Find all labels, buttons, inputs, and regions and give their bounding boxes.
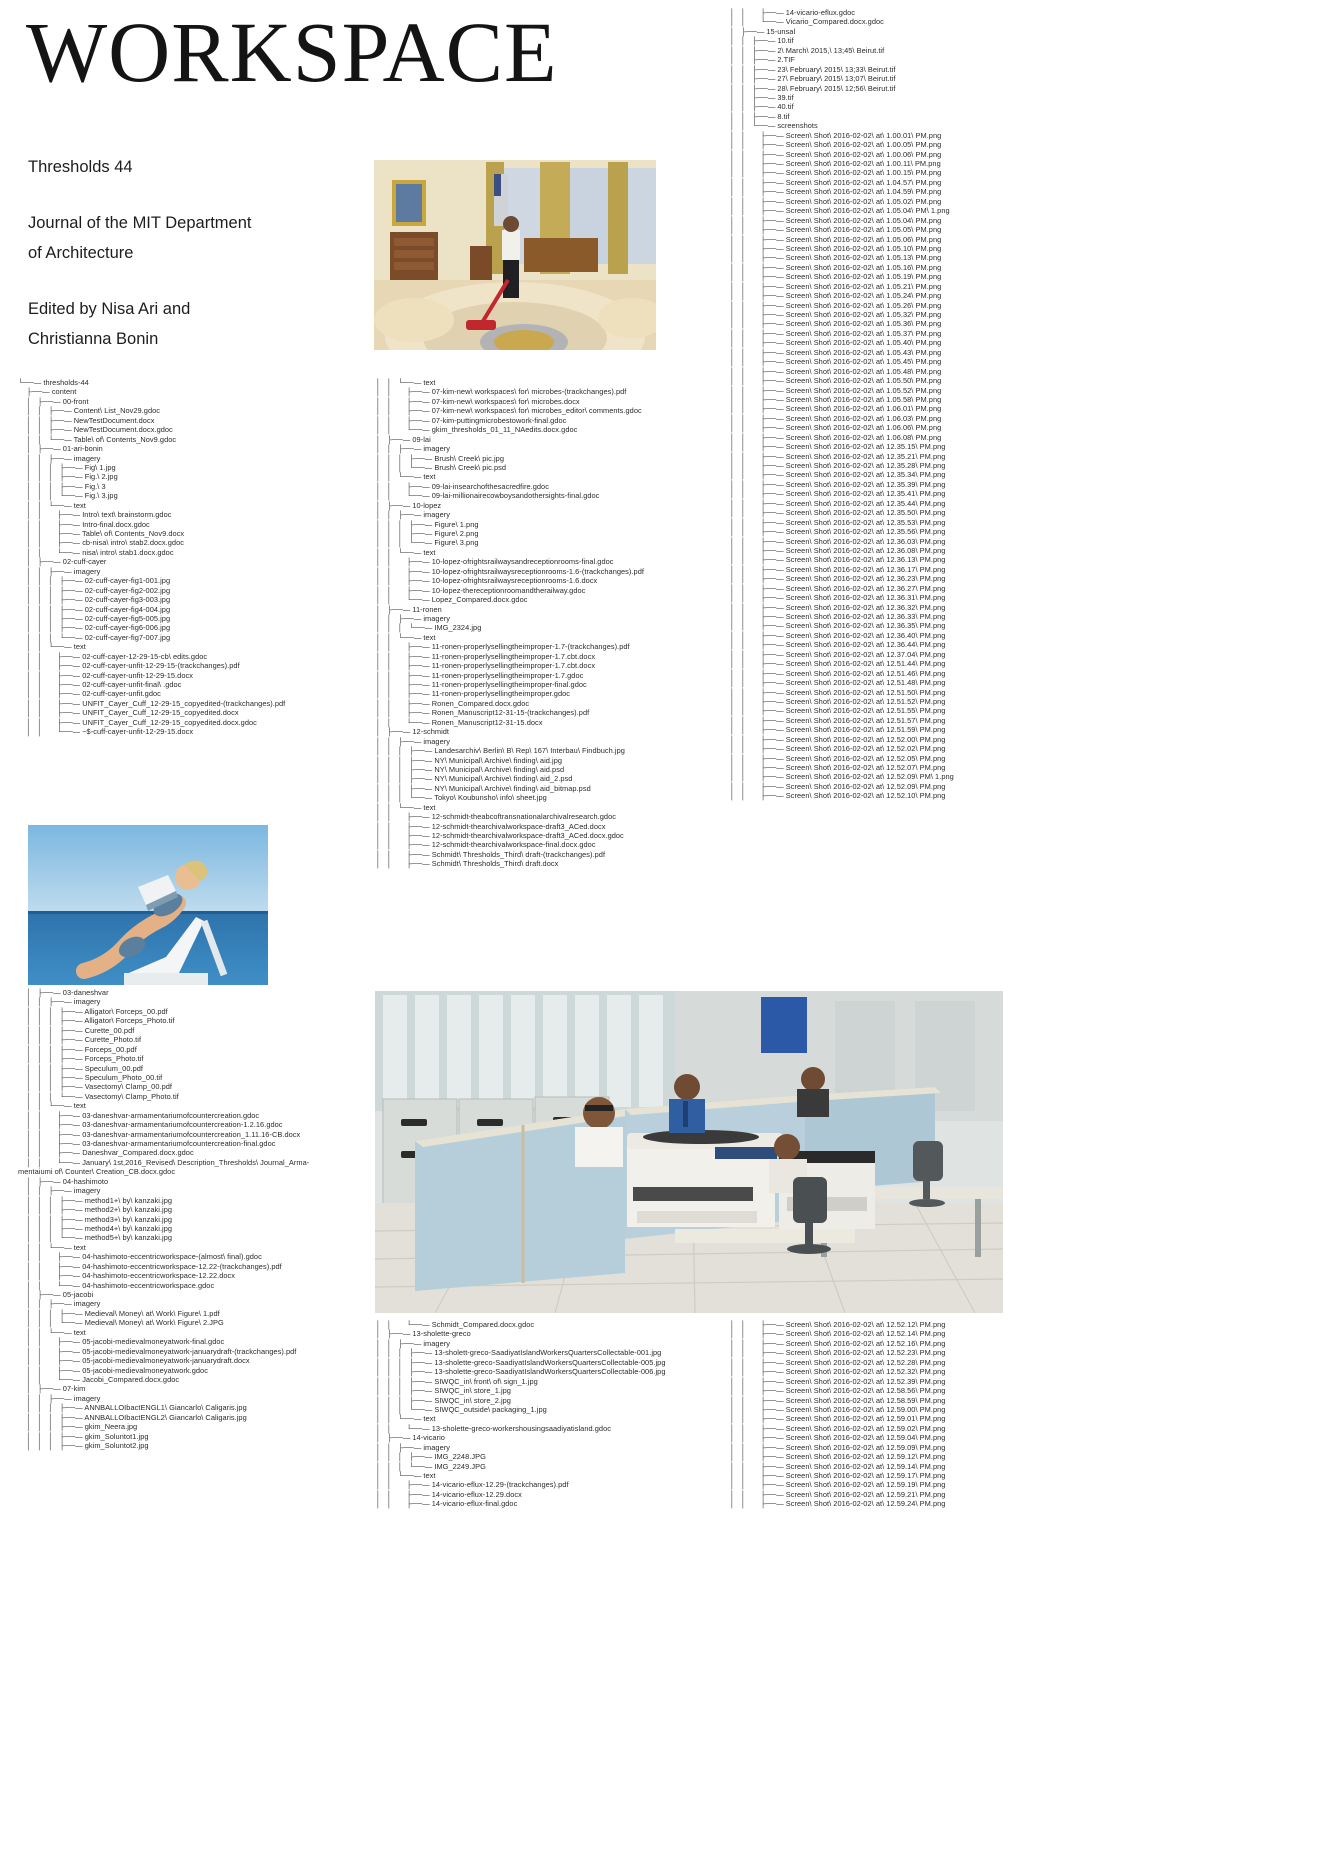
file-tree-row: │ │ └──— Table\ of\ Contents_Nov9.gdoc [18,434,177,444]
file-tree-row: │ │ ├──— 2.TIF [730,55,795,65]
file-tree-row: │ │ ├──— 10-lopez-ofrightsrailwaysandreceptionrooms-final.gdoc [376,557,614,567]
file-tree-row: │ │ ├──— 02-cuff-cayer-unfit-12-29-15-(trackchanges).pdf [18,661,240,671]
file-tree-row: │ │ ├──— 04-hashimoto-eccentricworkspace-(almost\ final).gdoc [18,1252,262,1262]
issue-number: Thresholds 44 [28,158,133,176]
file-tree-row: │ │ ├──— imagery [376,444,450,454]
file-tree-row: └──— thresholds-44 [18,378,89,387]
file-tree-row: │ │ ├──— Screen\ Shot\ 2016-02-02\ at\ 12.35.53\ PM.png [730,517,946,527]
file-tree-row: │ │ ├──— 04-hashimoto-eccentricworkspace-12.22.docx [18,1271,236,1281]
file-tree-row: │ │ ├──— 11-ronen-properlysellingtheimproper-1.7.cbt.docx [376,651,596,661]
file-tree-row: │ │ ├──— 05-jacobi-medievalmoneyatwork.gdoc [18,1365,208,1375]
file-tree-row: │ │ │ ├──— gkim_Soluntot2.jpg [18,1441,149,1450]
file-tree-row: │ │ ├──— Content\ List_Nov29.gdoc [18,406,161,416]
file-tree-row: │ │ ├──— UNFIT_Cayer_Cuff_12-29-15_copyedited.docx [18,708,239,718]
file-tree-row: │ │ │ ├──— Speculum_00.pdf [18,1063,144,1073]
file-tree-row: │ │ ├──— Screen\ Shot\ 2016-02-02\ at\ 12.36.23\ PM.png [730,574,946,584]
file-tree-row: │ │ ├──— 11-ronen-properlysellingtheimproper.gdoc [376,689,571,699]
file-tree-row: │ │ ├──— imagery [376,1338,450,1348]
file-tree-row: │ │ └──— text [18,1242,86,1252]
file-tree-row: │ │ ├──— Screen\ Shot\ 2016-02-02\ at\ 12.51.55\ PM.png [730,706,946,716]
file-tree-row: │ │ ├──— Ronen_Manuscript12-31-15-(trackchanges).pdf [376,708,590,718]
file-tree-row: │ │ ├──— Intro-final.docx.gdoc [18,519,150,529]
file-tree-column-right-part1 [730,8,1060,801]
file-tree-row: │ │ ├──— 14-vicario-eflux-12.29.docx [376,1489,522,1499]
file-tree-row: │ │ │ ├──— Speculum_Photo_00.tif [18,1072,163,1082]
file-tree-row: │ │ ├──— Screen\ Shot\ 2016-02-02\ at\ 12.36.33\ PM.png [730,612,946,621]
file-tree-row: │ │ ├──— 09-lai-insearchofthesacredfire.gdoc [376,481,549,491]
file-tree-row: │ │ │ ├──— 02-cuff-cayer-fig3-003.jpg [18,595,171,605]
file-tree-row: │ │ └──— text [376,472,436,482]
file-tree-row: │ ├──— 15-unsal [730,26,796,36]
file-tree-row: │ │ ├──— Screen\ Shot\ 2016-02-02\ at\ 1.05.04\ PM\ 1.png [730,206,950,216]
office-cubicles-copier-photo [375,991,1003,1313]
file-tree-row: │ │ │ ├──— Landesarchiv\ Berlin\ B\ Rep\ 167\ Interbau\ Findbuch.jpg [376,746,625,756]
file-tree-row: │ │ ├──— imagery [18,1393,101,1403]
file-tree-row: │ ├──— 12-schmidt [376,727,450,737]
file-tree-row: │ │ ├──— imagery [18,1299,101,1309]
file-tree-row: │ │ ├──— 10-lopez-ofrightsrailwaysreceptionrooms-1.6.docx [376,576,598,586]
file-tree-row: │ │ ├──— Screen\ Shot\ 2016-02-02\ at\ 12.59.21\ PM.png [730,1489,946,1499]
file-tree-row: │ │ ├──— 03-daneshvar-armamentariumofcountercreation-1.2.16.gdoc [18,1120,283,1130]
file-tree-row: │ │ ├──— Screen\ Shot\ 2016-02-02\ at\ 12.52.07\ PM.png [730,763,946,772]
file-tree-row: │ │ ├──— Screen\ Shot\ 2016-02-02\ at\ 12.36.08\ PM.png [730,545,946,555]
file-tree-row: │ │ ├──— Screen\ Shot\ 2016-02-02\ at\ 12.52.09\ PM.png [730,781,946,791]
file-tree-row: │ │ │ ├──— NY\ Municipal\ Archive\ finding\ aid_2.psd [376,774,573,784]
file-tree-row: │ │ ├──— Ronen_Compared.docx.gdoc [376,698,530,708]
file-tree-row: │ │ ├──— Screen\ Shot\ 2016-02-02\ at\ 12.37.04\ PM.png [730,649,946,659]
file-tree-row: │ │ ├──— Screen\ Shot\ 2016-02-02\ at\ 12.59.09\ PM.png [730,1442,946,1452]
file-tree-row: │ │ ├──— Screen\ Shot\ 2016-02-02\ at\ 12.35.50\ PM.png [730,508,946,518]
file-tree-row: │ │ ├──— Screen\ Shot\ 2016-02-02\ at\ 1.00.06\ PM.png [730,149,942,159]
file-tree-row: │ │ ├──— Screen\ Shot\ 2016-02-02\ at\ 12.58.56\ PM.png [730,1386,946,1396]
file-tree-row: │ │ ├──— NewTestDocument.docx [18,415,155,425]
file-tree-row: │ │ ├──— 03-daneshvar-armamentariumofcountercreation.gdoc [18,1110,260,1120]
file-tree-row: │ ├──— 04-hashimoto [18,1176,109,1186]
file-tree-row: │ │ ├──— Screen\ Shot\ 2016-02-02\ at\ 12.59.17\ PM.png [730,1471,946,1480]
file-tree-row: │ │ │ ├──— Figure\ 1.png [376,519,479,529]
file-tree-row: │ │ ├──— Screen\ Shot\ 2016-02-02\ at\ 1.05.52\ PM.png [730,385,942,395]
file-tree-row: │ │ ├──— Screen\ Shot\ 2016-02-02\ at\ 1.04.57\ PM.png [730,177,942,187]
file-tree-row: │ │ ├──— Schmidt\ Thresholds_Third\ draft.docx [376,859,559,869]
file-tree-row: │ │ ├──— Screen\ Shot\ 2016-02-02\ at\ 1.04.59\ PM.png [730,187,942,197]
file-tree-column-left-part1 [18,378,378,737]
file-tree-row: │ │ ├──— 07-kim-new\ workspaces\ for\ microbes.docx [376,396,580,406]
file-tree-row: │ │ ├──— 02-cuff-cayer-unfit-12-29-15.docx [18,670,193,680]
file-tree-row: │ │ │ └──— Brush\ Creek\ pic.psd [376,462,507,472]
file-tree-row: │ │ ├──— Screen\ Shot\ 2016-02-02\ at\ 1.06.01\ PM.png [730,404,942,414]
file-tree-row: │ │ │ ├──— ANNBALLOIbactENGL2\ Giancarlo\ Caligaris.jpg [18,1412,247,1422]
file-tree-row: │ ├──— 09-lai [376,434,431,444]
file-tree-row: │ │ ├──— 04-hashimoto-eccentricworkspace-12.22-(trackchanges).pdf [18,1261,282,1271]
file-tree-row: │ │ ├──— 11-ronen-properlysellingtheimproper-final.gdoc [376,680,587,689]
file-tree-row: │ │ │ ├──— NY\ Municipal\ Archive\ finding\ aid_bitmap.psd [376,783,591,793]
file-tree-row: │ │ ├──— Screen\ Shot\ 2016-02-02\ at\ 12.36.03\ PM.png [730,536,946,546]
file-tree-row: │ ├──— 07-kim [18,1384,86,1394]
file-tree-row: │ │ ├──— 10-lopez-ofrightsrailwaysreceptionrooms-1.6-(trackchanges).pdf [376,566,644,576]
file-tree-row: │ │ └──— 13-sholette-greco-workershousingsaadiyatisland.gdoc [376,1423,611,1433]
file-tree-row: │ │ │ ├──— NY\ Municipal\ Archive\ finding\ aid.psd [376,764,565,774]
file-tree-row: │ │ ├──— Screen\ Shot\ 2016-02-02\ at\ 12.36.32\ PM.png [730,602,946,612]
file-tree-row: │ │ │ └──— IMG_2324.jpg [376,623,482,633]
file-tree-row: │ │ ├──— Screen\ Shot\ 2016-02-02\ at\ 12.35.34\ PM.png [730,470,946,480]
page-title: WORKSPACE [26,4,558,100]
file-tree-row: │ │ ├──— imagery [18,1186,101,1196]
file-tree-column-middle-part1 [376,378,736,869]
journal-name-line2: of Architecture [28,244,134,262]
file-tree-row: │ │ ├──— Screen\ Shot\ 2016-02-02\ at\ 12.51.52\ PM.png [730,696,946,706]
file-tree-row: │ │ │ ├──— SIWQC_in\ front\ of\ sign_1.jpg [376,1376,538,1386]
oval-office-vacuuming-photo [374,160,656,350]
file-tree-row: │ │ │ └──— 02-cuff-cayer-fig7-007.jpg [18,632,171,642]
file-tree-row: │ │ ├──— 11-ronen-properlysellingtheimproper-1.7.cbt.docx [376,661,596,671]
file-tree-row: │ │ ├──— Screen\ Shot\ 2016-02-02\ at\ 12.52.09\ PM\ 1.png [730,772,954,782]
file-tree-row: │ │ ├──— Screen\ Shot\ 2016-02-02\ at\ 1.05.36\ PM.png [730,319,942,329]
file-tree-row: │ │ ├──— Screen\ Shot\ 2016-02-02\ at\ 12.36.27\ PM.png [730,583,946,593]
file-tree-row: │ │ ├──— Screen\ Shot\ 2016-02-02\ at\ 12.36.35\ PM.png [730,621,946,631]
file-tree-row: │ │ ├──— imagery [376,510,450,520]
file-tree-row: │ │ ├──— Screen\ Shot\ 2016-02-02\ at\ 1.05.21\ PM.png [730,281,942,291]
file-tree-row: │ │ ├──— Screen\ Shot\ 2016-02-02\ at\ 1.05.16\ PM.png [730,262,942,272]
file-tree-row: │ │ ├──— imagery [376,613,450,623]
file-tree-row: │ │ ├──— Screen\ Shot\ 2016-02-02\ at\ 12.36.44\ PM.png [730,640,946,650]
file-tree-row: │ │ └──— January\ 1st,2016_Revised\ Description_Thresholds\ Journal_Arma- [18,1157,310,1167]
issue-info-block [28,152,358,354]
file-tree-row: │ │ └──— ~$-cuff-cayer-unfit-12-29-15.docx [18,727,194,737]
file-tree-row: │ │ ├──— Screen\ Shot\ 2016-02-02\ at\ 12.36.31\ PM.png [730,593,946,603]
file-tree-row: │ │ ├──— Screen\ Shot\ 2016-02-02\ at\ 12.59.14\ PM.png [730,1461,946,1471]
file-tree-row: │ │ ├──— 28\ February\ 2015\ 12;56\ Beirut.tif [730,83,896,93]
file-tree-row: │ │ ├──— Screen\ Shot\ 2016-02-02\ at\ 12.52.05\ PM.png [730,753,946,763]
file-tree-row: │ │ ├──— 11-ronen-properlysellingtheimproper-1.7-(trackchanges).pdf [376,642,630,652]
file-tree-row: │ │ ├──— Screen\ Shot\ 2016-02-02\ at\ 1.05.13\ PM.png [730,253,942,263]
file-tree-row: │ │ ├──— Screen\ Shot\ 2016-02-02\ at\ 1.05.26\ PM.png [730,300,942,310]
file-tree-row: │ │ ├──— Screen\ Shot\ 2016-02-02\ at\ 1.05.06\ PM.png [730,234,942,244]
file-tree-row: │ │ ├──— Screen\ Shot\ 2016-02-02\ at\ 1.05.10\ PM.png [730,243,942,253]
file-tree-row: │ ├──— 10-lopez [376,500,442,510]
file-tree-row: │ │ │ ├──— 02-cuff-cayer-fig5-005.jpg [18,613,171,623]
file-tree-row: │ │ │ ├──— Curette_00.pdf [18,1025,135,1035]
file-tree-row: │ │ └──— text [18,1101,86,1111]
file-tree-row: │ │ ├──— Screen\ Shot\ 2016-02-02\ at\ 12.59.02\ PM.png [730,1423,946,1433]
file-tree-row: │ │ │ ├──— gkim_Neera.jpg [18,1422,138,1432]
file-tree-row: │ │ └──— 04-hashimoto-eccentricworkspace.gdoc [18,1280,215,1290]
file-tree-row: │ │ ├──— Screen\ Shot\ 2016-02-02\ at\ 12.52.28\ PM.png [730,1357,946,1367]
file-tree-row: │ │ ├──— Screen\ Shot\ 2016-02-02\ at\ 12.35.44\ PM.png [730,498,946,508]
file-tree-row: │ │ ├──— 14-vicario-eflux.gdoc [730,8,856,17]
file-tree-row: │ │ ├──— 39.tif [730,92,794,102]
file-tree-row: │ │ ├──— 10.tif [730,36,794,46]
issue-number-group [28,152,358,182]
file-tree-row: │ │ │ ├──— method3+\ by\ kanzaki.jpg [18,1214,173,1224]
file-tree-row: │ │ ├──— Screen\ Shot\ 2016-02-02\ at\ 12.35.41\ PM.png [730,489,946,499]
editors-group [28,294,358,354]
file-tree-row: │ │ ├──— Screen\ Shot\ 2016-02-02\ at\ 12.52.39\ PM.png [730,1376,946,1386]
file-tree-row: │ │ ├──— Screen\ Shot\ 2016-02-02\ at\ 1.05.48\ PM.png [730,366,942,376]
file-tree-row: │ │ │ ├──— 13-sholett-greco-SaadiyatIslandWorkersQuartersCollectable-001.jpg [376,1348,662,1358]
file-tree-row: │ │ ├──— Screen\ Shot\ 2016-02-02\ at\ 12.52.02\ PM.png [730,744,946,754]
file-tree-row: │ │ ├──— 11-ronen-properlysellingtheimproper-1.7.gdoc [376,670,584,680]
file-tree-row: │ ├──— 05-jacobi [18,1290,94,1299]
file-tree-row: │ │ ├──— 07-kim-new\ workspaces\ for\ microbes_editor\ comments.gdoc [376,406,642,416]
file-tree-row: │ │ └──— 09-lai-millionairecowboysandothersights-final.gdoc [376,491,600,501]
file-tree-row: │ ├──— 00-front [18,396,89,406]
file-tree-row: │ │ ├──— 10-lopez-thereceptionroomandtherailway.gdoc [376,585,586,595]
file-tree-row: mentaiumi of\ Counter\ Creation_CB.docx.gdoc [18,1167,176,1177]
file-tree-row: │ │ ├──— Screen\ Shot\ 2016-02-02\ at\ 12.58.59\ PM.png [730,1395,946,1405]
file-tree-row: │ │ ├──— Screen\ Shot\ 2016-02-02\ at\ 12.36.40\ PM.png [730,630,946,640]
file-tree-row: │ │ ├──— 40.tif [730,102,794,112]
file-tree-row: │ │ ├──— Screen\ Shot\ 2016-02-02\ at\ 12.51.44\ PM.png [730,659,946,669]
file-tree-row: │ │ │ ├──— gkim_Soluntot1.jpg [18,1431,149,1441]
file-tree-row: │ │ ├──— imagery [18,453,101,463]
file-tree-row: │ │ ├──— Screen\ Shot\ 2016-02-02\ at\ 12.59.01\ PM.png [730,1414,946,1424]
file-tree-row: │ │ ├──— imagery [376,736,450,746]
file-tree-row: │ │ │ ├──— 13-sholette-greco-SaadiyatIslandWorkersQuartersCollectable-005.jpg [376,1357,666,1367]
file-tree-row: │ │ ├──— 27\ February\ 2015\ 13;07\ Beirut.tif [730,74,896,84]
file-tree-row: │ │ ├──— 23\ February\ 2015\ 13;33\ Beirut.tif [730,64,896,74]
file-tree-row: │ │ ├──— 07-kim-puttingmicrobestowork-final.gdoc [376,415,567,425]
file-tree-row: │ │ ├──— Screen\ Shot\ 2016-02-02\ at\ 12.35.15\ PM.png [730,442,946,452]
file-tree-row: │ │ └──— text [18,500,86,510]
file-tree-row: │ │ ├──— 05-jacobi-medievalmoneyatwork-final.gdoc [18,1337,225,1347]
file-tree-row: │ │ ├──— 14-vicario-eflux-12.29-(trackchanges).pdf [376,1480,569,1490]
file-tree-row: │ │ │ ├──— 02-cuff-cayer-fig4-004.jpg [18,604,171,614]
file-tree-row: │ │ ├──— 8.tif [730,111,790,121]
file-tree-row: │ │ ├──— imagery [18,997,101,1007]
file-tree-row: │ ├──— 02-cuff-cayer [18,557,107,567]
file-tree-row: │ │ │ ├──— Fig.\ 3 [18,481,106,491]
file-tree-row: │ │ │ ├──— Alligator\ Forceps_Photo.tif [18,1016,175,1026]
file-tree-row: │ │ │ └──— Vasectomy\ Clamp_Photo.tif [18,1091,179,1101]
file-tree-row: │ │ │ ├──— 02-cuff-cayer-fig6-006.jpg [18,623,171,633]
file-tree-row: │ │ └──— Vicario_Compared.docx.gdoc [730,17,884,27]
file-tree-row: │ │ ├──— Screen\ Shot\ 2016-02-02\ at\ 12.36.17\ PM.png [730,564,946,574]
file-tree-row: │ │ ├──— Screen\ Shot\ 2016-02-02\ at\ 1.05.32\ PM.png [730,310,942,319]
file-tree-row: │ │ ├──— 14-vicario-eflux-final.gdoc [376,1499,518,1509]
file-tree-row: │ ├──— 14-vicario [376,1433,445,1443]
file-tree-row: │ │ ├──— 03-daneshvar-armamentariumofcountercreation_1.11.16-CB.docx [18,1129,301,1139]
file-tree-row: │ │ ├──— 03-daneshvar-armamentariumofcountercreation-final.gdoc [18,1139,276,1148]
file-tree-row: │ │ ├──— Screen\ Shot\ 2016-02-02\ at\ 1.05.02\ PM.png [730,196,942,206]
file-tree-row: │ │ ├──— Screen\ Shot\ 2016-02-02\ at\ 12.59.12\ PM.png [730,1452,946,1462]
file-tree-row: │ │ ├──— Screen\ Shot\ 2016-02-02\ at\ 12.59.00\ PM.png [730,1404,946,1414]
file-tree-row: │ │ │ ├──— Medieval\ Money\ at\ Work\ Figure\ 1.pdf [18,1308,220,1318]
file-tree-row: │ │ ├──— Screen\ Shot\ 2016-02-02\ at\ 1.05.19\ PM.png [730,272,942,282]
file-tree-row: │ │ ├──— Screen\ Shot\ 2016-02-02\ at\ 12.52.10\ PM.png [730,791,946,801]
file-tree-row: │ │ ├──— 02-cuff-cayer-12-29-15-cb\ edits.gdoc [18,651,208,661]
file-tree-row: │ │ ├──— Screen\ Shot\ 2016-02-02\ at\ 12.51.48\ PM.png [730,678,946,688]
file-tree-row: │ │ ├──— Screen\ Shot\ 2016-02-02\ at\ 1.06.06\ PM.png [730,423,942,433]
journal-name-line1: Journal of the MIT Department [28,214,252,232]
file-tree-row: │ │ ├──— UNFIT_Cayer_Cuff_12-29-15_copyedited-(trackchanges).pdf [18,698,286,708]
file-tree-row: │ │ ├──— Screen\ Shot\ 2016-02-02\ at\ 12.35.21\ PM.png [730,451,946,461]
file-tree-row: │ │ ├──— Screen\ Shot\ 2016-02-02\ at\ 12.36.13\ PM.png [730,555,946,565]
file-tree-row: │ │ ├──— Screen\ Shot\ 2016-02-02\ at\ 12.52.12\ PM.png [730,1320,946,1329]
file-tree-row: │ │ ├──— Screen\ Shot\ 2016-02-02\ at\ 1.05.45\ PM.png [730,357,942,367]
file-tree-row: │ │ ├──— Screen\ Shot\ 2016-02-02\ at\ 1.05.50\ PM.png [730,376,942,386]
file-tree-row: │ │ │ ├──— SIWQC_in\ store_2.jpg [376,1395,511,1405]
file-tree-row: │ │ ├──— imagery [18,566,101,576]
file-tree-row: │ │ ├──— Screen\ Shot\ 2016-02-02\ at\ 12.51.59\ PM.png [730,725,946,735]
file-tree-row: │ │ │ ├──— Alligator\ Forceps_00.pdf [18,1006,168,1016]
file-tree-row: │ │ ├──— Screen\ Shot\ 2016-02-02\ at\ 1.06.03\ PM.png [730,413,942,423]
journal-name-group [28,208,358,268]
file-tree-row: │ │ │ ├──— method4+\ by\ kanzaki.jpg [18,1223,173,1233]
file-tree-row: │ │ │ ├──— Fig.\ 2.jpg [18,472,118,482]
file-tree-row: │ │ ├──— Screen\ Shot\ 2016-02-02\ at\ 12.52.00\ PM.png [730,734,946,744]
file-tree-row: │ │ ├──— 2\ March\ 2015,\ 13;45\ Beirut.tif [730,45,885,55]
file-tree-row: │ │ │ ├──— NY\ Municipal\ Archive\ finding\ aid.jpg [376,755,563,765]
file-tree-row: │ │ ├──— Screen\ Shot\ 2016-02-02\ at\ 12.35.39\ PM.png [730,479,946,489]
file-tree-row: │ │ ├──— Screen\ Shot\ 2016-02-02\ at\ 12.35.56\ PM.png [730,527,946,537]
file-tree-row: │ │ ├──— Screen\ Shot\ 2016-02-02\ at\ 1.05.43\ PM.png [730,347,942,357]
file-tree-row: │ │ │ ├──— 02-cuff-cayer-fig2-002.jpg [18,585,171,595]
editors-line1: Edited by Nisa Ari and [28,300,191,318]
file-tree-row: │ │ │ ├──— ANNBALLOIbactENGL1\ Giancarlo\ Caligaris.jpg [18,1403,247,1413]
file-tree-row: │ │ ├──— Daneshvar_Compared.docx.gdoc [18,1148,194,1158]
file-tree-column-left-part2 [18,988,378,1450]
file-tree-row: │ │ └──— Lopez_Compared.docx.gdoc [376,595,528,605]
file-tree-row: │ │ ├──— Screen\ Shot\ 2016-02-02\ at\ 12.52.23\ PM.png [730,1348,946,1358]
file-tree-row: │ │ ├──— Screen\ Shot\ 2016-02-02\ at\ 1.00.01\ PM.png [730,130,942,140]
file-tree-row: │ │ ├──— NewTestDocument.docx.gdoc [18,425,173,435]
file-tree-row: │ │ │ ├──— Fig\ 1.jpg [18,462,116,472]
file-tree-row: │ │ └──— text [376,1414,436,1424]
file-tree-row: │ │ ├──— Screen\ Shot\ 2016-02-02\ at\ 12.52.32\ PM.png [730,1367,946,1377]
file-tree-row: │ │ └──— text [18,642,86,652]
file-tree-row: │ │ ├──— 07-kim-new\ workspaces\ for\ microbes-(trackchanges).pdf [376,387,627,397]
file-tree-row: │ │ ├──— Screen\ Shot\ 2016-02-02\ at\ 12.51.46\ PM.png [730,668,946,678]
file-tree-row: │ │ ├──— cb-nisa\ intro\ stab2.docx.gdoc [18,538,184,548]
file-tree-row: │ │ │ └──— Medieval\ Money\ at\ Work\ Figure\ 2.JPG [18,1318,224,1328]
file-tree-row: │ │ ├──— Intro\ text\ brainstorm.gdoc [18,510,172,520]
file-tree-row: │ │ ├──— 12-schmidt-theabcoftransnationalarchivalresearch.gdoc [376,812,617,822]
file-tree-row: │ │ ├──— Screen\ Shot\ 2016-02-02\ at\ 12.52.16\ PM.png [730,1338,946,1348]
file-tree-row: │ ├──— 11-ronen [376,604,442,614]
file-tree-row: │ │ └──— text [18,1327,86,1337]
file-tree-row: │ │ │ └──— Figure\ 3.png [376,538,479,548]
file-tree-row: │ │ │ ├──— Forceps_00.pdf [18,1044,137,1054]
file-tree-row: │ │ │ ├──— Figure\ 2.png [376,529,479,538]
file-tree-row: │ │ ├──— Table\ of\ Contents_Nov9.docx [18,529,185,538]
file-tree-row: │ │ ├──— Screen\ Shot\ 2016-02-02\ at\ 12.52.14\ PM.png [730,1329,946,1339]
file-tree-row: │ │ ├──— 12-schmidt-thearchivalworkspace-draft3_ACed.docx [376,821,606,831]
file-tree-row: │ ├──— 03-daneshvar [18,988,109,997]
file-tree-row: │ │ ├──— 02-cuff-cayer-unfit.gdoc [18,689,161,699]
file-tree-row: │ │ ├──— Screen\ Shot\ 2016-02-02\ at\ 12.35.28\ PM.png [730,461,946,470]
file-tree-row: │ │ ├──— Screen\ Shot\ 2016-02-02\ at\ 1.05.05\ PM.png [730,225,942,235]
file-tree-row: │ │ └──— text [376,1471,436,1480]
file-tree-row: │ │ ├──— 05-jacobi-medievalmoneyatwork-januarydraft-(trackchanges).pdf [18,1346,297,1356]
file-tree-row: │ │ ├──— Screen\ Shot\ 2016-02-02\ at\ 12.51.57\ PM.png [730,715,946,725]
file-tree-row: │ │ ├──— Screen\ Shot\ 2016-02-02\ at\ 1.06.08\ PM.png [730,432,942,442]
file-tree-row: │ │ │ └──— Tokyo\ Koubunsho\ info\ sheet.jpg [376,793,547,803]
file-tree-row: │ │ ├──— 12-schmidt-thearchivalworkspace-final.docx.gdoc [376,840,596,850]
file-tree-row: │ │ ├──— imagery [376,1442,450,1452]
editors-line2: Christianna Bonin [28,330,159,348]
file-tree-row: │ │ ├──— 02-cuff-cayer-unfit-final\ .gdoc [18,680,182,689]
file-tree-row: │ │ ├──— Screen\ Shot\ 2016-02-02\ at\ 1.00.11\ PM.png [730,159,941,168]
file-tree-column-right-part2 [730,1320,1060,1509]
file-tree-row: │ │ │ ├──— Forceps_Photo.tif [18,1054,144,1064]
file-tree-row: │ │ └──— text [376,632,436,642]
file-tree-row: │ │ ├──— Screen\ Shot\ 2016-02-02\ at\ 12.59.04\ PM.png [730,1433,946,1443]
file-tree-row: │ │ ├──— Screen\ Shot\ 2016-02-02\ at\ 12.59.19\ PM.png [730,1480,946,1490]
file-tree-row: │ │ │ ├──— 02-cuff-cayer-fig1-001.jpg [18,576,171,586]
file-tree-row: │ │ ├──— Screen\ Shot\ 2016-02-02\ at\ 12.59.24\ PM.png [730,1499,946,1509]
file-tree-row: │ │ └──— Schmidt_Compared.docx.gdoc [376,1320,535,1329]
file-tree-row: │ │ │ └──— Fig.\ 3.jpg [18,491,118,501]
file-tree-row: │ │ └──— nisa\ intro\ stab1.docx.gdoc [18,547,174,557]
file-tree-row: │ │ ├──— Schmidt\ Thresholds_Third\ draft-(trackchanges).pdf [376,849,606,859]
file-tree-row: │ │ │ └──— IMG_2249.JPG [376,1461,486,1471]
file-tree-row: │ │ ├──— Screen\ Shot\ 2016-02-02\ at\ 1.05.37\ PM.png [730,328,942,338]
file-tree-row: │ │ ├──— Screen\ Shot\ 2016-02-02\ at\ 1.05.58\ PM.png [730,394,942,404]
file-tree-row: │ │ ├──— Screen\ Shot\ 2016-02-02\ at\ 1.00.05\ PM.png [730,140,942,150]
file-tree-row: │ │ │ ├──— Curette_Photo.tif [18,1035,142,1045]
file-tree-row: │ │ ├──— 12-schmidt-thearchivalworkspace-draft3_ACed.docx.gdoc [376,831,624,840]
file-tree-row: │ │ │ ├──— method1+\ by\ kanzaki.jpg [18,1195,173,1205]
file-tree-column-middle-part2 [376,1320,776,1509]
file-tree-row: │ │ │ └──— method5+\ by\ kanzaki.jpg [18,1233,173,1243]
file-tree-row: │ │ │ ├──— Brush\ Creek\ pic.jpg [376,453,504,463]
file-tree-row: │ │ │ ├──— IMG_2248.JPG [376,1452,486,1462]
file-tree-row: │ │ ├──— Screen\ Shot\ 2016-02-02\ at\ 12.51.50\ PM.png [730,687,946,697]
file-tree-row: │ │ │ ├──— SIWQC_in\ store_1.jpg [376,1386,511,1396]
file-tree-row: │ │ └──— text [376,802,436,812]
file-tree-row: │ │ │ ├──— Vasectomy\ Clamp_00.pdf [18,1082,173,1092]
file-tree-row: │ │ ├──— UNFIT_Cayer_Cuff_12-29-15_copyedited.docx.gdoc [18,717,257,727]
file-tree-row: │ │ └──— screenshots [730,121,818,131]
file-tree-row: │ │ └──— text [376,378,436,387]
file-tree-row: │ │ ├──— Screen\ Shot\ 2016-02-02\ at\ 1.00.15\ PM.png [730,168,942,178]
file-tree-row: │ ├──— 01-ari-bonin [18,444,103,454]
file-tree-row: │ │ ├──— Screen\ Shot\ 2016-02-02\ at\ 1.05.40\ PM.png [730,338,942,348]
file-tree-row: │ │ ├──— 05-jacobi-medievalmoneyatwork-januarydraft.docx [18,1356,250,1366]
beach-lounger-reading-photo [28,825,268,985]
file-tree-row: ├──— content [18,387,77,397]
file-tree-row: │ │ └──— gkim_thresholds_01_11_NAedits.docx.gdoc [376,425,578,435]
file-tree-row: │ │ ├──— Screen\ Shot\ 2016-02-02\ at\ 1.05.04\ PM.png [730,215,942,225]
file-tree-row: │ ├──— 13-sholette-greco [376,1329,471,1339]
file-tree-row: │ │ │ ├──— 13-sholette-greco-SaadiyatIslandWorkersQuartersCollectable-006.jpg [376,1367,666,1377]
file-tree-row: │ │ └──— Ronen_Manuscript12-31-15.docx [376,717,543,727]
file-tree-row: │ │ ├──— Screen\ Shot\ 2016-02-02\ at\ 1.05.24\ PM.png [730,291,942,301]
file-tree-row: │ │ │ ├──— method2+\ by\ kanzaki.jpg [18,1205,173,1215]
file-tree-row: │ │ └──— text [376,547,436,557]
file-tree-row: │ │ └──— Jacobi_Compared.docx.gdoc [18,1374,180,1384]
file-tree-row: │ │ │ └──— SIWQC_outside\ packaging_1.jpg [376,1404,547,1414]
